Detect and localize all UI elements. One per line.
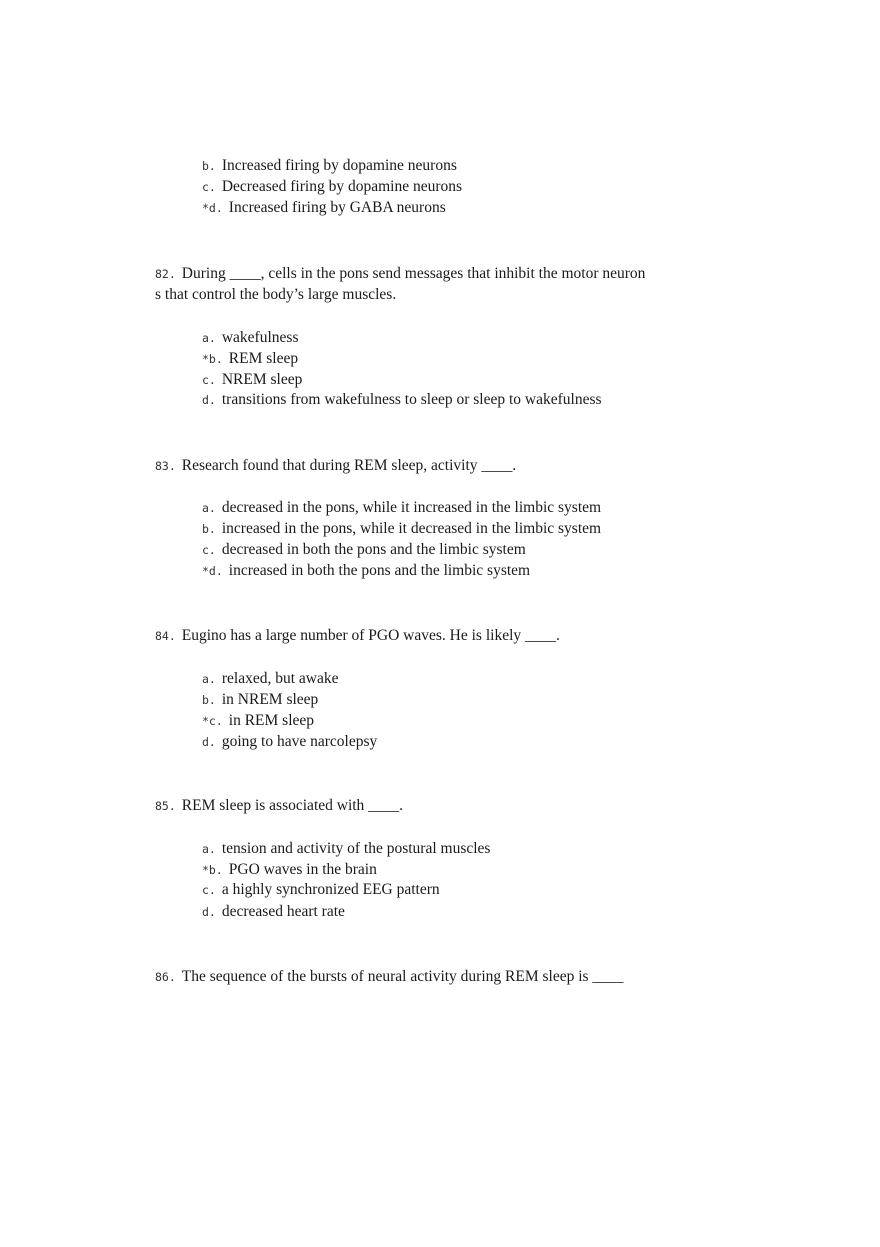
question-85-stem [155, 796, 403, 816]
option-text: tension and activity of the postural muscles [221, 840, 491, 857]
option-82-b [202, 349, 298, 369]
option-label: a. [202, 501, 216, 515]
option-label: c. [202, 373, 216, 387]
option-text: increased in both the pons and the limbic system [228, 562, 531, 579]
option-label: c. [202, 543, 216, 557]
option-text: a highly synchronized EEG pattern [221, 881, 440, 898]
question-text: Eugino has a large number of PGO waves. He is likely ____. [181, 627, 560, 644]
question-text: During ____, cells in the pons send messages that inhibit the motor neuron [181, 265, 646, 282]
option-85-b [202, 860, 377, 880]
option-text: Increased firing by GABA neurons [228, 199, 446, 216]
option-text: Increased firing by dopamine neurons [221, 157, 457, 174]
question-number: 85. [155, 799, 176, 813]
option-label: a. [202, 672, 216, 686]
question-text: The sequence of the bursts of neural activity during REM sleep is ____ [181, 968, 624, 985]
option-text: decreased in the pons, while it increased in the limbic system [221, 499, 602, 516]
option-text: in REM sleep [228, 712, 315, 729]
option-prev-b [202, 156, 457, 176]
option-label: *b. [202, 863, 223, 877]
option-prev-c [202, 177, 462, 197]
option-84-c [202, 711, 314, 731]
option-text: wakefulness [221, 329, 299, 346]
question-82-stem [155, 264, 645, 284]
question-number: 83. [155, 459, 176, 473]
option-text: increased in the pons, while it decreased in the limbic system [221, 520, 602, 537]
option-82-c [202, 370, 302, 390]
question-number: 82. [155, 267, 176, 281]
option-label: d. [202, 735, 216, 749]
option-text: Decreased firing by dopamine neurons [221, 178, 463, 195]
question-text: REM sleep is associated with ____. [181, 797, 404, 814]
question-text: Research found that during REM sleep, activity ____. [181, 457, 517, 474]
option-text: REM sleep [228, 350, 299, 367]
option-83-d [202, 561, 530, 581]
option-label: c. [202, 180, 216, 194]
question-number: 86. [155, 970, 176, 984]
option-label: *c. [202, 714, 223, 728]
option-text: in NREM sleep [221, 691, 319, 708]
option-85-c [202, 880, 440, 900]
option-85-d [202, 902, 345, 922]
option-label: b. [202, 522, 216, 536]
option-84-b [202, 690, 318, 710]
question-82-stem-continued [155, 285, 396, 305]
option-text: decreased heart rate [221, 903, 345, 920]
option-label: *d. [202, 564, 223, 578]
option-label: *b. [202, 352, 223, 366]
option-label: d. [202, 905, 216, 919]
question-84-stem [155, 626, 560, 646]
option-83-a [202, 498, 601, 518]
question-number: 84. [155, 629, 176, 643]
option-82-d [202, 390, 602, 410]
option-84-a [202, 669, 338, 689]
option-text: relaxed, but awake [221, 670, 339, 687]
option-label: a. [202, 331, 216, 345]
option-text: decreased in both the pons and the limbic system [221, 541, 526, 558]
option-label: *d. [202, 201, 223, 215]
option-85-a [202, 839, 490, 859]
option-label: a. [202, 842, 216, 856]
option-text: NREM sleep [221, 371, 303, 388]
option-label: b. [202, 693, 216, 707]
option-text: transitions from wakefulness to sleep or sleep to wakefulness [221, 391, 602, 408]
question-86-stem [155, 967, 623, 987]
option-text: PGO waves in the brain [228, 861, 377, 878]
option-label: d. [202, 393, 216, 407]
option-text: going to have narcolepsy [221, 733, 378, 750]
option-84-d [202, 732, 377, 752]
option-label: b. [202, 159, 216, 173]
option-label: c. [202, 883, 216, 897]
option-prev-d [202, 198, 446, 218]
option-83-b [202, 519, 601, 539]
question-text: s that control the body’s large muscles. [155, 286, 397, 303]
option-83-c [202, 540, 526, 560]
option-82-a [202, 328, 298, 348]
question-83-stem [155, 456, 516, 476]
